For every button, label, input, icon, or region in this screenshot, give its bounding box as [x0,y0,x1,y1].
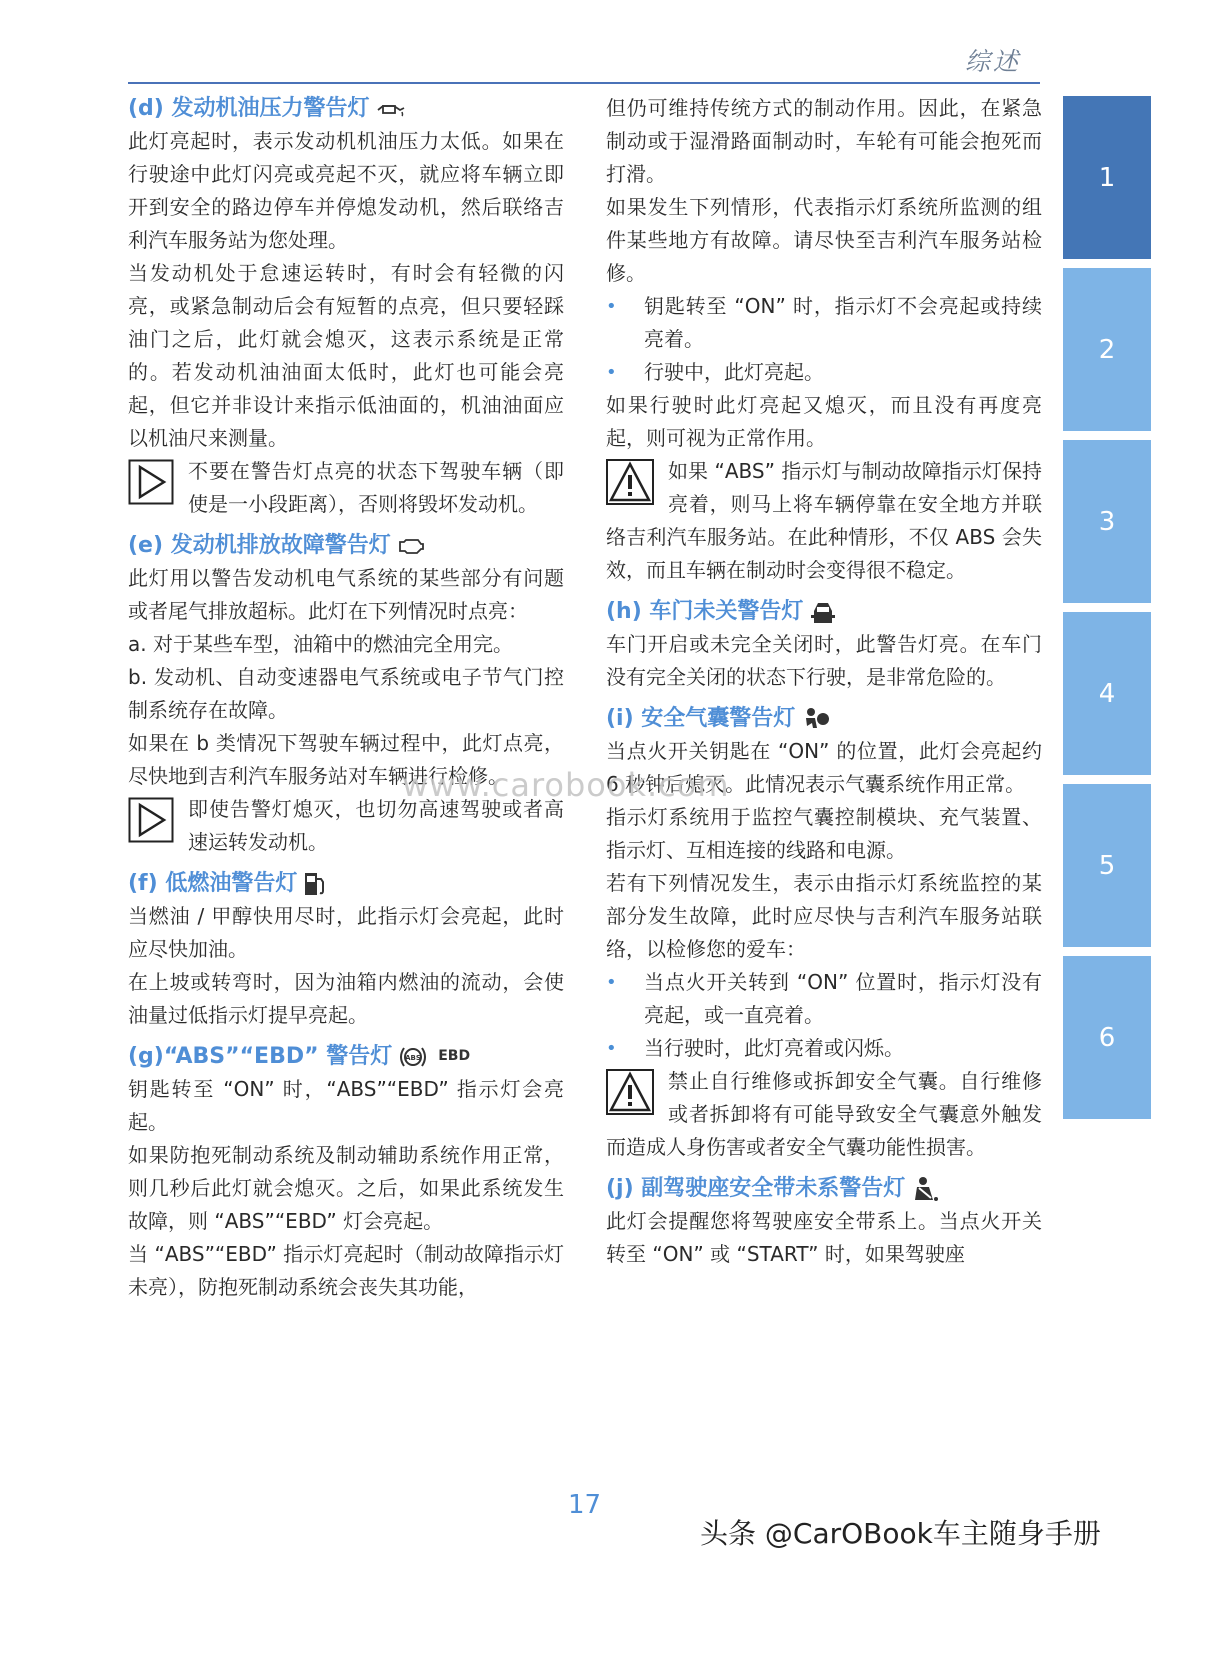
play-note-icon [128,459,174,515]
section-i-paragraph-3: 若有下列情况发生，表示由指示灯系统监控的某部分发生故障，此时应尽快与吉利汽车服务站联络，以检修您的爱车： [606,871,1042,961]
list-item [606,1032,1042,1065]
list-item [606,356,1042,389]
footer-watermark: 头条 @CarOBook车主随身手册 [700,1517,1101,1550]
section-g-paragraph-2: 如果防抱死制动系统及制动辅助系统作用正常，则几秒后此灯就会熄灭。之后，如果此系统发生故障，则 “ABS”“EBD” 灯会亮起。 [128,1143,564,1233]
section-e-paragraph-2: 如果在 b 类情况下驾驶车辆过程中，此灯点亮，尽快地到吉利汽车服务站对车辆进行检修。 [128,731,564,788]
section-g-continued-paragraph-1: 但仍可维持传统方式的制动作用。因此，在紧急制动或于湿滑路面制动时，车轮有可能会抱死而打滑。 [606,96,1042,186]
bullet-icon: • [606,296,617,317]
section-d-note [128,455,564,521]
section-d-paragraph-2: 当发动机处于怠速运转时，有时会有轻微的闪亮，或紧急制动后会有短暂的点亮，但只要轻踩油门之后，此灯就会熄灭，这表示系统是正常的。若发动机油油面太低时，此灯也可能会亮起，但它并非设计来指示低油面的，机油油面应以机油尺来测量。 [128,261,564,450]
warning-triangle-icon [606,1069,654,1125]
section-e-item-b: b. 发动机、自动变速器电气系统或电子节气门控制系统存在故障。 [128,665,564,722]
chapter-tab-4[interactable]: 4 [1063,612,1151,775]
bullet-icon: • [606,362,617,383]
abs-warning-text: 如果 “ABS” 指示灯与制动故障指示灯保持亮着，则马上将车辆停靠在安全地方并联络吉利汽车服务站。在此种情形，不仅 ABS 会失效，而且车辆在制动时会变得很不稳定。 [606,459,1042,582]
section-heading-f-text: (f) 低燃油警告灯 [128,871,298,896]
chapter-tab-2[interactable]: 2 [1063,268,1151,431]
section-heading-i-text: (i) 安全气囊警告灯 [606,706,796,731]
section-g-continued-paragraph-3: 如果行驶时此灯亮起又熄灭，而且没有再度亮起，则可视为正常作用。 [606,393,1042,450]
section-d-paragraph-1: 此灯亮起时，表示发动机机油压力太低。如果在行驶途中此灯闪亮或亮起不灭，就应将车辆立即开到安全的路边停车并停熄发动机，然后联络吉利汽车服务站为您处理。 [128,129,564,252]
list-item-text: 行驶中，此灯亮起。 [644,360,824,384]
list-item-text: 钥匙转至 “ON” 时，指示灯不会亮起或持续亮着。 [644,294,1042,351]
page-header-title: 综述 [965,47,1022,76]
section-g-paragraph-1: 钥匙转至 “ON” 时，“ABS”“EBD” 指示灯会亮起。 [128,1077,564,1134]
section-heading-g-text: (g)“ABS”“EBD” 警告灯 [128,1044,393,1069]
list-item-text: 当点火开关转到 “ON” 位置时，指示灯没有亮起，或一直亮着。 [644,970,1042,1027]
list-item [606,290,1042,356]
left-column [128,92,564,1304]
section-heading-g [128,1040,564,1073]
page-number: 17 [568,1490,602,1520]
warning-triangle-icon [606,459,654,515]
section-e-note-text: 即使告警灯熄灭，也切勿高速驾驶或者高速运转发动机。 [188,797,564,854]
section-heading-e-text: (e) 发动机排放故障警告灯 [128,533,391,558]
section-i-paragraph-2: 指示灯系统用于监控气囊控制模块、充气装置、指示灯、互相连接的线路和电源。 [606,805,1042,862]
list-item-text: 当行驶时，此灯亮着或闪烁。 [644,1036,904,1060]
section-heading-h-text: (h) 车门未关警告灯 [606,599,804,624]
section-heading-j [606,1172,1042,1205]
abs-warning-note [606,455,1042,587]
abs-icon [398,1045,428,1069]
section-heading-j-text: (j) 副驾驶座安全带未系警告灯 [606,1176,906,1201]
chapter-tab-3[interactable]: 3 [1063,440,1151,603]
section-heading-e [128,529,564,562]
oil-pressure-icon [376,100,406,118]
section-g-continued-paragraph-2: 如果发生下列情形，代表指示灯系统所监测的组件某些地方有故障。请尽快至吉利汽车服务站检修。 [606,195,1042,285]
section-d-note-text: 不要在警告灯点亮的状态下驾驶车辆（即使是一小段距离），否则将毁坏发动机。 [188,459,564,516]
chapter-tab-6[interactable]: 6 [1063,956,1151,1119]
section-heading-h [606,595,1042,628]
section-heading-i [606,702,1042,735]
section-e-paragraph-1: 此灯用以警告发动机电气系统的某些部分有问题或者尾气排放超标。此灯在下列情况时点亮： [128,566,564,623]
section-f-paragraph-2: 在上坡或转弯时，因为油箱内燃油的流动，会使油量过低指示灯提早亮起。 [128,970,564,1027]
chapter-tab-5[interactable]: 5 [1063,784,1151,947]
section-i-paragraph-1: 当点火开关钥匙在 “ON” 的位置，此灯会亮起约 6 秒钟后熄灭。此情况表示气囊系统作用正常。 [606,739,1042,796]
right-column [606,92,1042,1271]
fuel-pump-icon [303,871,327,897]
section-heading-d [128,92,564,125]
bullet-icon: • [606,972,617,993]
header-rule [128,82,1040,84]
section-f-paragraph-1: 当燃油 / 甲醇快用尽时，此指示灯会亮起，此时应尽快加油。 [128,904,564,961]
airbag-warning-note [606,1065,1042,1164]
section-heading-d-text: (d) 发动机油压力警告灯 [128,96,370,121]
section-g-paragraph-3: 当 “ABS”“EBD” 指示灯亮起时（制动故障指示灯未亮），防抱死制动系统会丧失其功能， [128,1242,564,1299]
watermark: www.carobook.com [402,766,730,804]
play-note-icon [128,797,174,853]
engine-check-icon [397,537,425,555]
airbag-icon [801,706,831,732]
door-open-icon [809,599,837,625]
svg-text:ABS: ABS [405,1053,422,1062]
ebd-label: EBD [438,1048,471,1064]
chapter-tab-1[interactable]: 1 [1063,96,1151,259]
section-h-paragraph-1: 车门开启或未完全关闭时，此警告灯亮。在车门没有完全关闭的状态下行驶，是非常危险的。 [606,632,1042,689]
section-e-item-a: a. 对于某些车型，油箱中的燃油完全用完。 [128,632,513,656]
seatbelt-icon [911,1176,939,1202]
airbag-warning-text: 禁止自行维修或拆卸安全气囊。自行维修或者拆卸将有可能导致安全气囊意外触发而造成人身伤害或者安全气囊功能性损害。 [606,1069,1042,1159]
list-item [606,966,1042,1032]
chapter-tabs [1063,96,1151,1128]
bullet-icon: • [606,1038,617,1059]
section-heading-f [128,867,564,900]
section-j-paragraph-1: 此灯会提醒您将驾驶座安全带系上。当点火开关转至 “ON” 或 “START” 时，如果驾驶座 [606,1209,1042,1266]
